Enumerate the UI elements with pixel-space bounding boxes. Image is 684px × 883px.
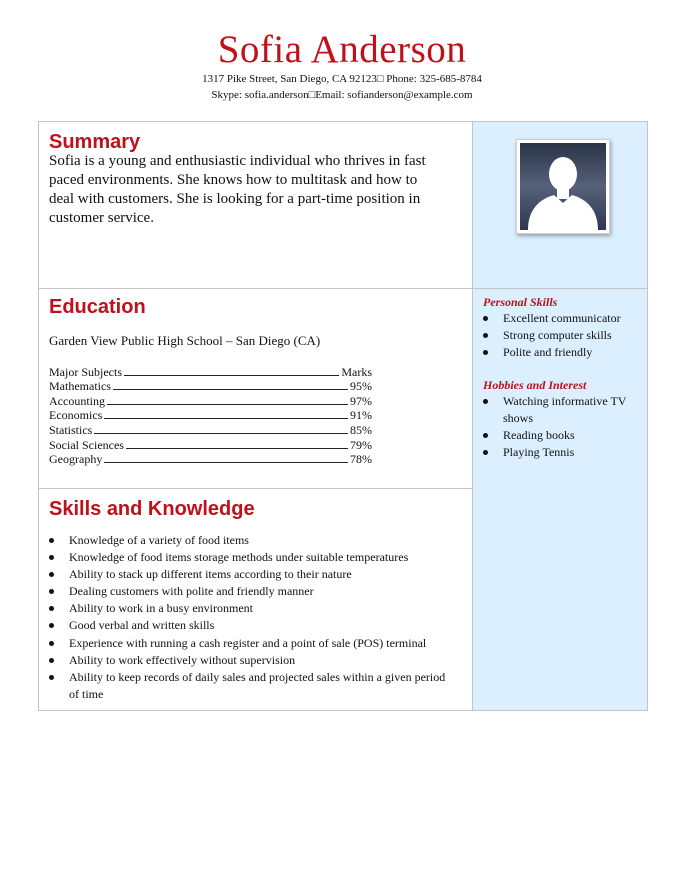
hobbies-list (483, 393, 638, 461)
marks-table (49, 364, 372, 466)
skill-text: Dealing customers with polite and friendly manner (69, 584, 314, 599)
subject-mark: 78% (350, 452, 372, 467)
subject-mark: 95% (350, 379, 372, 394)
list-item (483, 444, 638, 461)
list-item (49, 600, 449, 617)
person-silhouette-icon (520, 143, 606, 230)
bullet-icon (49, 623, 54, 628)
list-item (483, 310, 638, 327)
subject-mark: 79% (350, 437, 372, 452)
skills-heading: Skills and Knowledge (49, 498, 255, 520)
list-item (483, 427, 638, 444)
skill-text: Ability to stack up different items according to their nature (69, 567, 352, 582)
school-name: Garden View Public High School – San Diego (CA) (49, 333, 321, 348)
list-item (49, 549, 449, 566)
skill-text: Knowledge of food items storage methods under suitable temperatures (69, 550, 409, 565)
marks-row (49, 408, 372, 423)
list-item (49, 617, 449, 634)
marks-row (49, 437, 372, 452)
bullet-icon (483, 316, 488, 321)
list-item (49, 652, 449, 669)
skill-text: Ability to keep records of daily sales and projected sales within a given period of time (69, 669, 446, 701)
list-item (483, 344, 638, 361)
list-item (483, 393, 638, 427)
summary-heading: Summary (49, 131, 141, 153)
list-item (49, 635, 449, 652)
marks-row (49, 393, 372, 408)
leader-line (124, 375, 339, 376)
resume-header (0, 30, 684, 102)
bullet-icon (49, 606, 54, 611)
marks-row (49, 422, 372, 437)
contact-line-online: Skype: sofia.anderson□Email: sofianderson@example.com (211, 89, 473, 101)
skill-text: Ability to work in a busy environment (69, 601, 253, 616)
subject-name: Mathematics (49, 379, 111, 394)
skill-text: Ability to work effectively without supervision (69, 652, 296, 667)
skill-text: Experience with running a cash register and a point of sale (POS) terminal (69, 635, 427, 650)
bullet-icon (483, 399, 488, 404)
list-item (49, 566, 449, 583)
marks-value-header: Marks (341, 364, 372, 379)
leader-line (94, 433, 348, 434)
hobby-text: Watching informative TV shows (503, 394, 627, 425)
leader-line (107, 404, 348, 405)
bullet-icon (483, 433, 488, 438)
bullet-icon (49, 555, 54, 560)
hobby-text: Playing Tennis (503, 445, 575, 459)
subject-mark: 97% (350, 393, 372, 408)
summary-text: Sofia is a young and enthusiastic individual who thrives in fast paced environments. She knows how to multitask and how to deal with customers. She is looking for a part-time position in customer service. (49, 153, 426, 226)
subject-mark: 85% (350, 422, 372, 437)
bullet-icon (49, 658, 54, 663)
personal-skill-text: Strong computer skills (503, 328, 612, 342)
contact-line-address: 1317 Pike Street, San Diego, CA 92123□ Phone: 325-685-8784 (202, 73, 482, 85)
resume-body (38, 121, 648, 711)
subject-name: Accounting (49, 393, 105, 408)
education-section (38, 288, 473, 489)
skill-text: Knowledge of a variety of food items (69, 533, 249, 547)
bullet-icon (49, 589, 54, 594)
list-item (49, 583, 449, 600)
bullet-icon (49, 641, 54, 646)
list-item (49, 532, 449, 549)
personal-skills-heading: Personal Skills (483, 295, 558, 309)
sidebar-section (472, 288, 648, 711)
skills-list (49, 532, 449, 703)
personal-skill-text: Excellent communicator (503, 311, 621, 325)
candidate-name: Sofia Anderson (217, 28, 467, 71)
bullet-icon (49, 538, 54, 543)
personal-skill-text: Polite and friendly (503, 345, 593, 359)
leader-line (104, 462, 348, 463)
skill-text: Good verbal and written skills (69, 618, 215, 633)
hobby-text: Reading books (503, 428, 575, 442)
bullet-icon (49, 675, 54, 680)
marks-row (49, 379, 372, 394)
marks-header-row (49, 364, 372, 379)
bullet-icon (49, 572, 54, 577)
subject-name: Statistics (49, 422, 93, 437)
profile-photo (516, 139, 610, 234)
subject-name: Economics (49, 408, 103, 423)
bullet-icon (483, 450, 488, 455)
summary-section (38, 121, 473, 289)
leader-line (113, 389, 348, 390)
bullet-icon (483, 350, 488, 355)
personal-skills-list (483, 310, 638, 361)
subject-name: Geography (49, 452, 103, 467)
skills-section (38, 488, 473, 711)
list-item (49, 669, 449, 703)
bullet-icon (483, 333, 488, 338)
marks-row (49, 452, 372, 467)
subject-mark: 91% (350, 408, 372, 423)
education-heading: Education (49, 296, 146, 318)
list-item (483, 327, 638, 344)
marks-subject-header: Major Subjects (49, 364, 122, 379)
leader-line (104, 418, 348, 419)
leader-line (126, 448, 348, 449)
photo-panel (472, 121, 648, 289)
subject-name: Social Sciences (49, 437, 124, 452)
hobbies-heading: Hobbies and Interest (483, 378, 587, 392)
